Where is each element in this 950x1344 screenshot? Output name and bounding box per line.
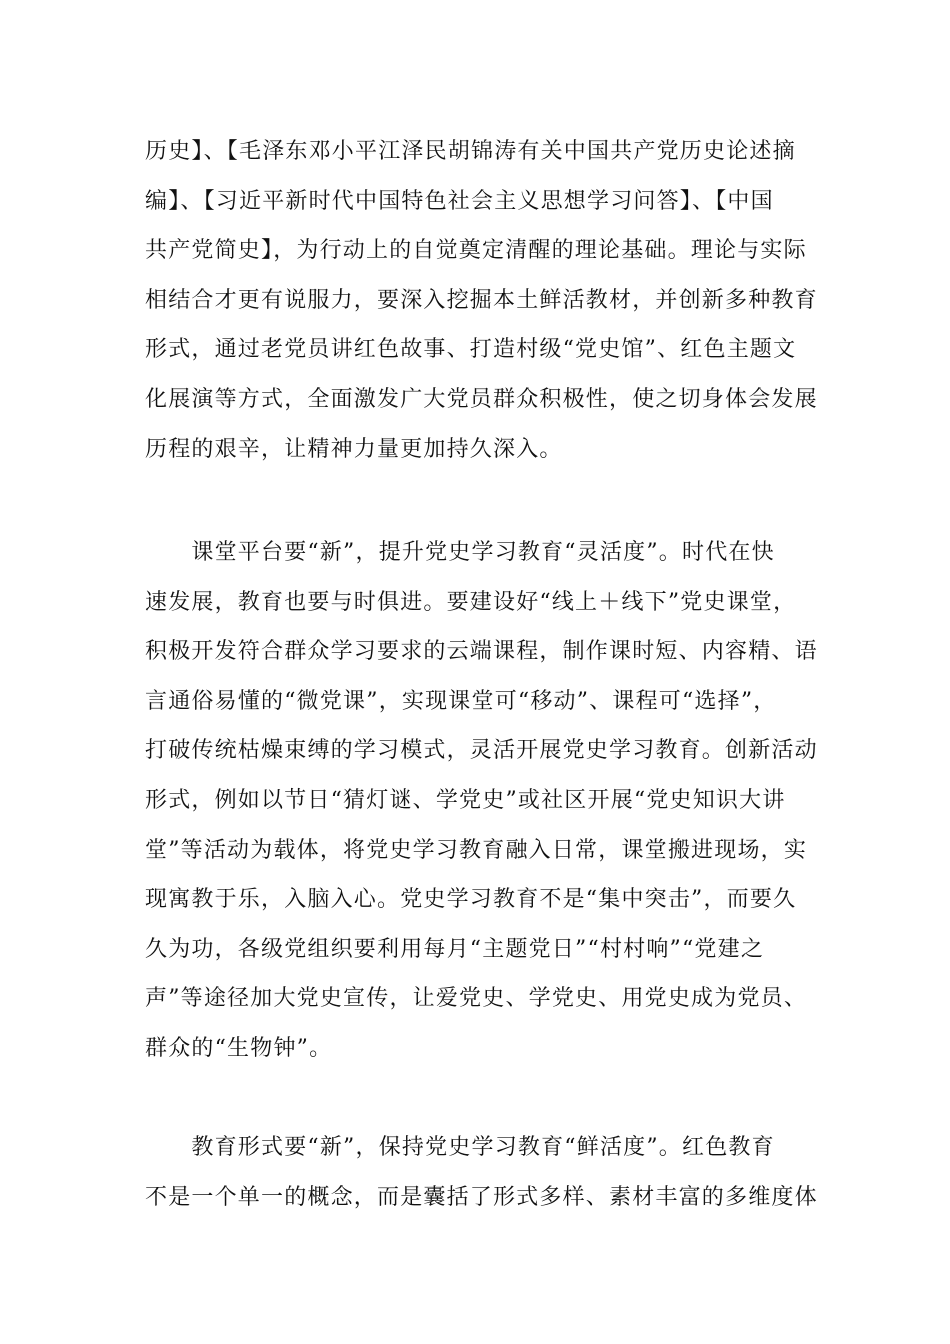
text-line: 不是一个单一的概念，而是囊括了形式多样、素材丰富的多维度体	[145, 1184, 818, 1210]
text-line: 群众的“生物钟”。	[145, 1035, 333, 1061]
text-line: 现寓教于乐，入脑入心。党史学习教育不是“集中突击”，而要久	[145, 887, 797, 913]
text-line: 言通俗易懂的“微党课”，实现课堂可“移动”、课程可“选择”，	[145, 688, 777, 714]
text-line: 教育形式要“新”，保持党史学习教育“鲜活度”。红色教育	[145, 1135, 775, 1160]
paragraph-2	[145, 528, 818, 1074]
text-line: 打破传统枯燥束缚的学习模式，灵活开展党史学习教育。创新活动	[145, 738, 818, 764]
text-line: 形式，例如以节日“猜灯谜、学党史”或社区开展“党史知识大讲	[145, 787, 786, 813]
text-line: 久为功，各级党组织要利用每月“主题党日”“村村响”“党建之	[145, 936, 765, 962]
text-line: 声”等途径加大党史宣传，让爱党史、学党史、用党史成为党员、	[145, 986, 808, 1012]
text-line: 课堂平台要“新”，提升党史学习教育“灵活度”。时代在快	[145, 540, 775, 565]
paragraph-1	[145, 127, 818, 474]
text-line: 堂”等活动为载体，将党史学习教育融入日常，课堂搬进现场，实	[145, 837, 808, 863]
text-line: 历史】、【毛泽东邓小平江泽民胡锦涛有关中国共产党历史论述摘	[145, 139, 796, 164]
text-line: 历程的艰辛，让精神力量更加持久深入。	[145, 436, 563, 462]
text-line: 化展演等方式，全面激发广大党员群众积极性，使之切身体会发展	[145, 386, 818, 412]
text-line: 速发展，教育也要与时俱进。要建设好“线上＋线下”党史课堂，	[145, 589, 797, 615]
text-line: 积极开发符合群众学习要求的云端课程，制作课时短、内容精、语	[145, 639, 818, 665]
text-line: 形式，通过老党员讲红色故事、打造村级“党史馆”、红色主题文	[145, 337, 797, 363]
text-line: 共产党简史】，为行动上的自觉奠定清醒的理论基础。理论与实际	[145, 238, 807, 264]
text-line: 编】、【习近平新时代中国特色社会主义思想学习问答】、【中国	[145, 188, 774, 214]
text-line: 相结合才更有说服力，要深入挖掘本土鲜活教材，并创新多种教育	[145, 287, 818, 313]
paragraph-3	[145, 1123, 818, 1222]
